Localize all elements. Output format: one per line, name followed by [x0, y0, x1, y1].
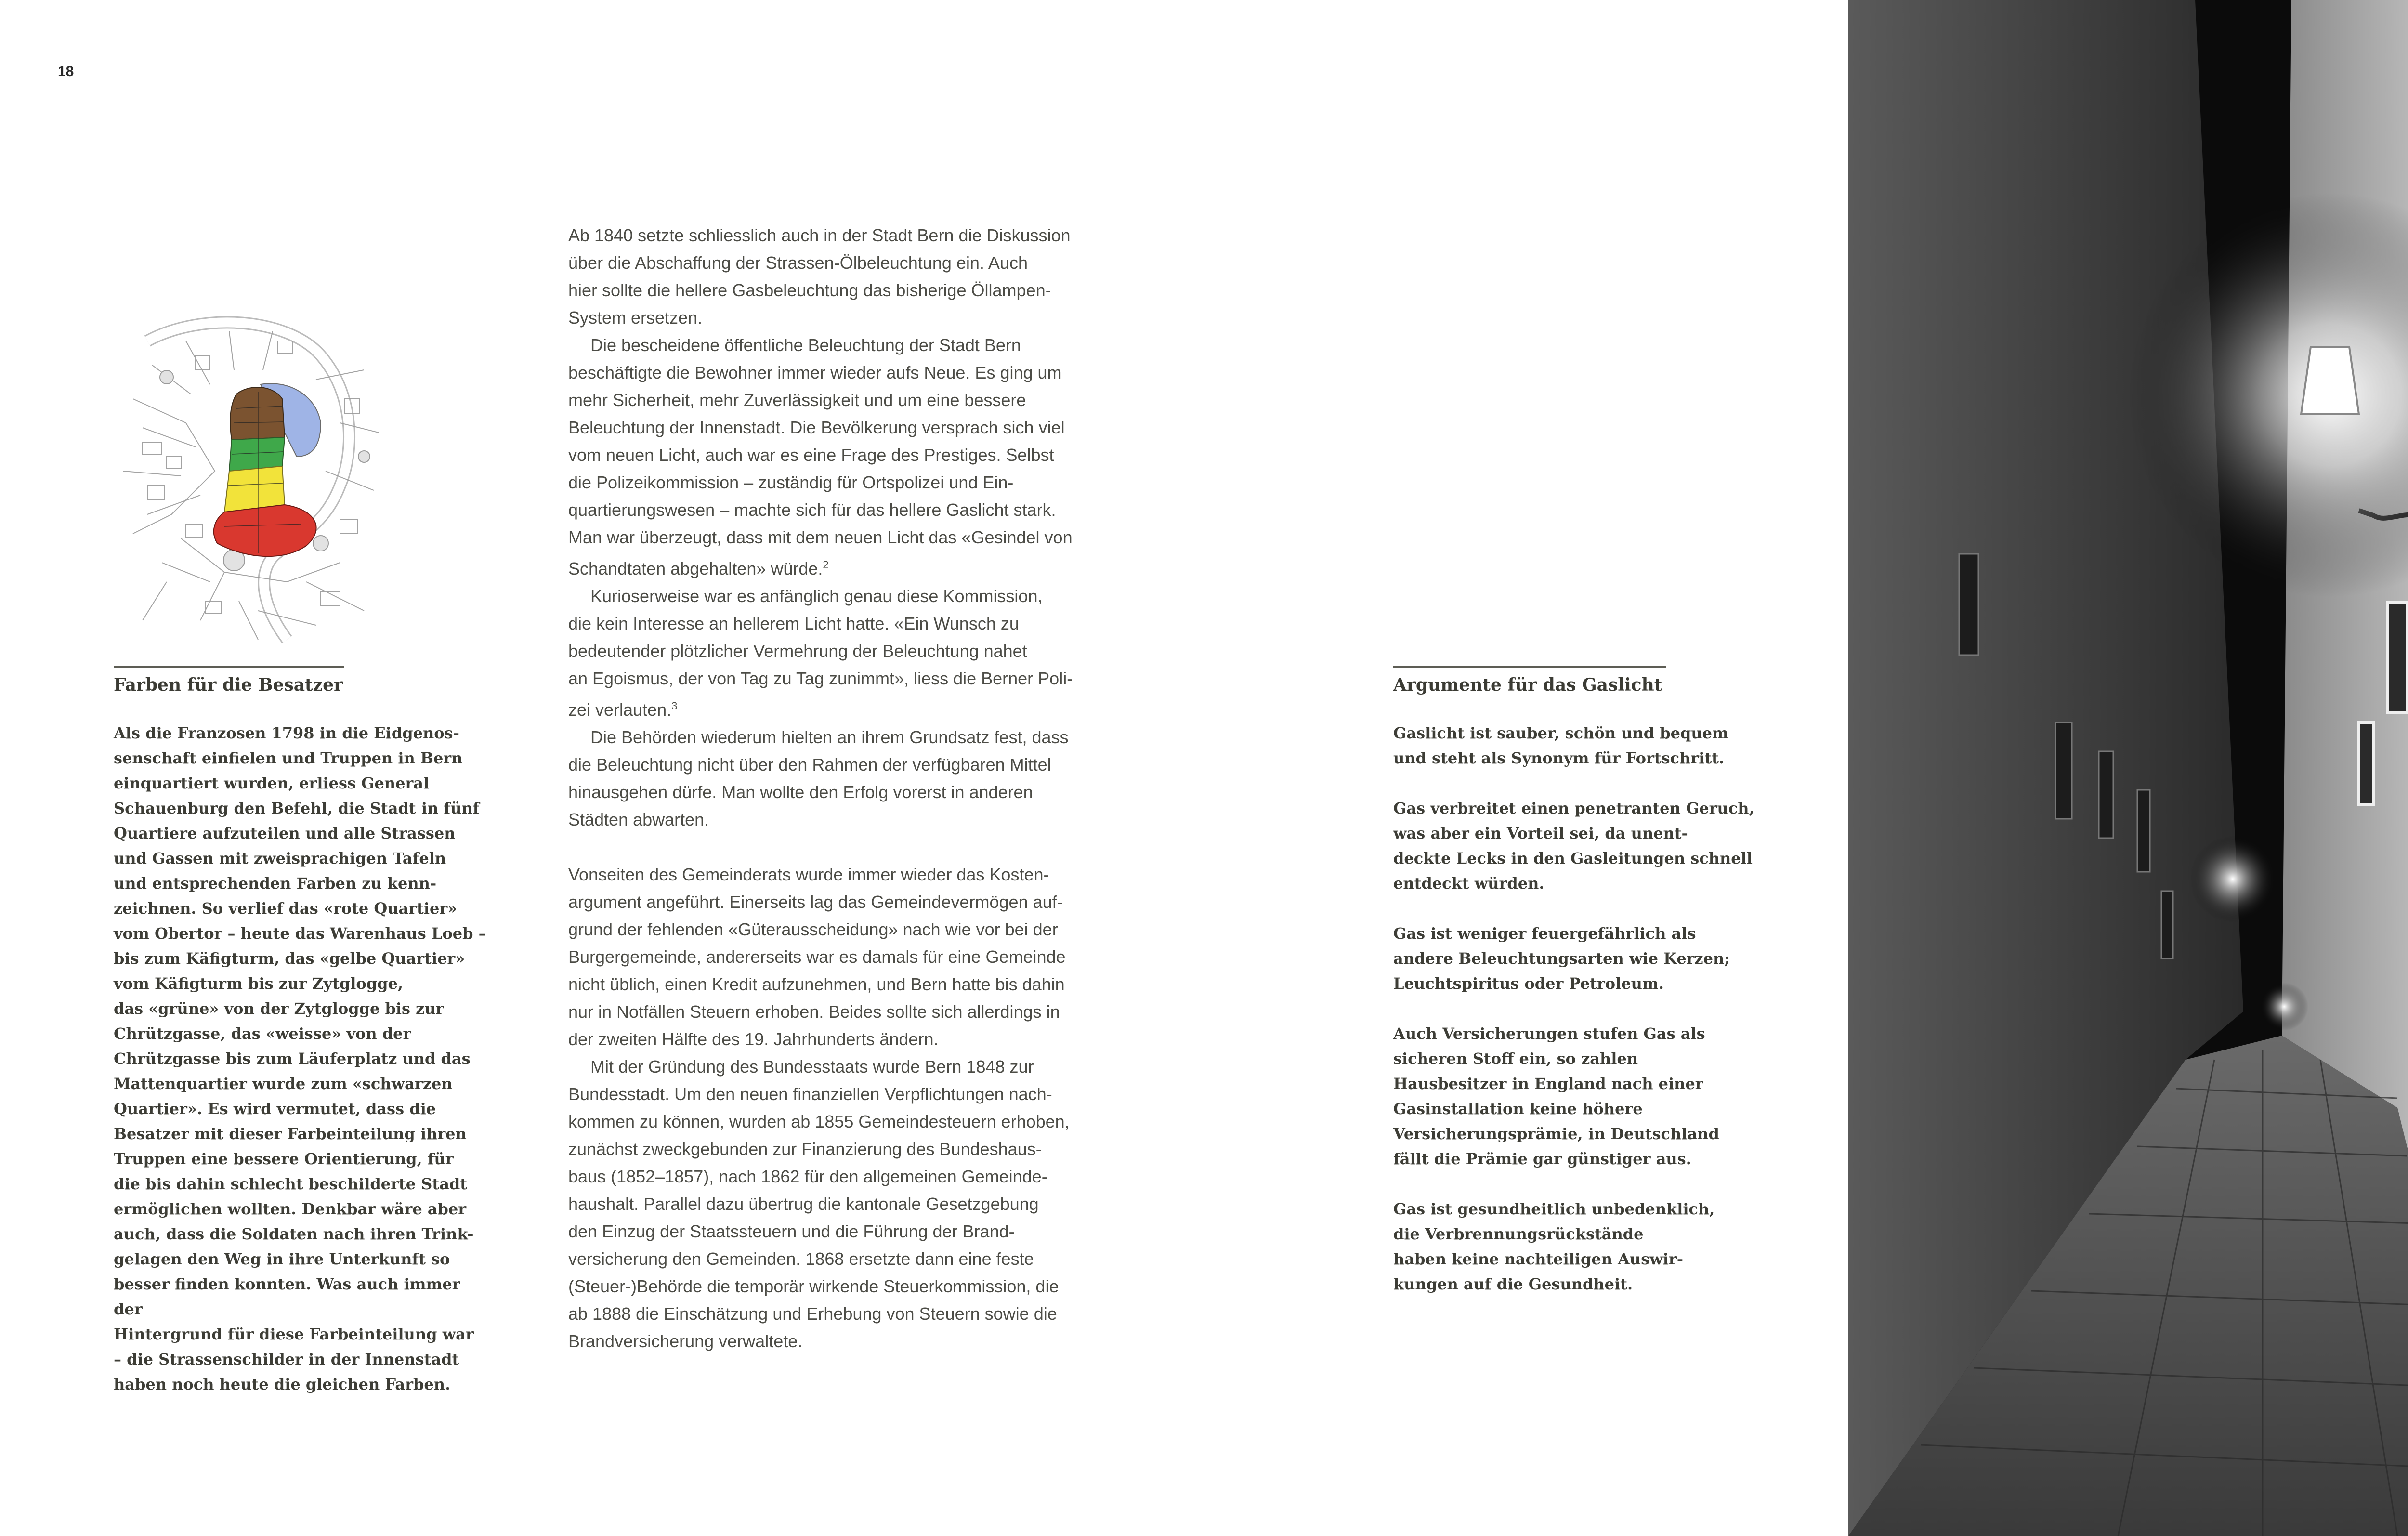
quarter-brown [230, 387, 285, 440]
paragraph-2 [568, 331, 1112, 582]
page-number: 18 [58, 64, 74, 79]
main-text [568, 222, 1112, 1355]
left-heading: Farben für die Besatzer [114, 666, 344, 695]
paragraph-5: Vonseiten des Gemeinderats wurde immer wieder das Kosten- argument angeführt. Einerseits lag das Gemeindevermögen auf- grund der fehlenden «Güterausscheidung» nach wie vor bei der Burgergemeinde, andererseits war es damals für eine Gemeinde nicht üblich, einen Kredit aufzunehmen, und Bern hatte bis dahin nur in Notfällen Steuern erhoben. Beides sollte sich allerdings in der zweiten Hälfte des 19. Jahrhunderts ändern. [568, 865, 1066, 1049]
argument-4: Auch Versicherungen stufen Gas als sicheren Stoff ein, so zahlen Hausbesitzer in England nach einer Gasinstallation keine höhere Versicherungsprämie, in Deutschland fällt die Prämie gar günstiger aus. [1393, 1024, 1719, 1168]
argument-5: Gas ist gesundheitlich unbedenklich, die Verbrennungsrückstände haben keine nachteiligen Auswir- kungen auf die Gesundheit. [1393, 1200, 1715, 1293]
right-heading: Argumente für das Gaslicht [1393, 666, 1666, 695]
left-sidebar-text [114, 721, 494, 1397]
paragraph-3 [568, 582, 1112, 723]
paragraph-6: Mit der Gründung des Bundesstaats wurde Bern 1848 zur Bundesstadt. Um den neuen finanziellen Verpflichtungen nach- kommen zu können, wurden ab 1855 Gemeindesteuern erhoben, zunächst zweckgebunden zur Finanzierung des Bundeshaus- baus (1852–1857), nach 1862 für den allgemeinen Gemeinde- haushalt. Parallel dazu übertrug die kantonale Gesetzgebung den Einzug der Staatssteuern und die Führung der Brand- versicherung den Gemeinden. 1868 ersetzte dann eine feste (Steuer-)Behörde die temporär wirkende Steuerkommission, die ab 1888 die Einschätzung und Erhebung von Steuern sowie die Brandversicherung verwaltete. [568, 1057, 1070, 1351]
quarter-red [214, 505, 316, 556]
argument-2: Gas verbreitet einen penetranten Geruch, was aber ein Vorteil sei, da unent- deckte Lecks in den Gasleitungen schnell entdeckt würden. [1393, 799, 1754, 893]
paragraph-3-text: Kurioserweise war es anfänglich genau diese Kommission, die kein Interesse an hellerem Licht hatte. «Ein Wunsch zu bedeutender plötzlicher Vermehrung der Beleuchtung nahet an Egoismus, der von Tag zu Tag zunimmt», liess die Berner Poli- zei verlauten. [568, 586, 1073, 720]
footnote-2: 2 [823, 559, 829, 571]
paragraph-2-text: Die bescheidene öffentliche Beleuchtung der Stadt Bern beschäftigte die Bewohner immer wieder aufs Neue. Es ging um mehr Sicherheit, mehr Zuverlässigkeit und um eine bessere Beleuchtung der Innenstadt. Die Bevölkerung versprach sich viel vom neuen Licht, auch war es eine Frage des Prestiges. Selbst die Polizeikommission – zuständig für Ortspolizei und Ein- quartierungswesen – machte sich für das hellere Gaslicht stark. Man war überzeugt, dass mit dem neuen Licht das «Gesindel von Schandtaten abgehalten» würde. [568, 335, 1073, 578]
right-sidebar-text [1393, 721, 1779, 1322]
bern-quarters-map [114, 312, 383, 644]
footnote-3: 3 [671, 700, 678, 712]
paragraph-4: Die Behörden wiederum hielten an ihrem Grundsatz fest, dass die Beleuchtung nicht über den Rahmen der verfügbaren Mittel hinausgehen dürfe. Man wollte den Erfolg vorerst in anderen Städten abwarten. [568, 727, 1069, 829]
night-alley-photo [1848, 0, 2408, 1536]
quarter-yellow [224, 466, 285, 512]
argument-3: Gas ist weniger feuergefährlich als andere Beleuchtungsarten wie Kerzen; Leuchtspiritus oder Petroleum. [1393, 924, 1730, 993]
argument-1: Gaslicht ist sauber, schön und bequem und steht als Synonym für Fortschritt. [1393, 724, 1728, 767]
paragraph-gap [568, 833, 1112, 861]
paragraph-1: Ab 1840 setzte schliesslich auch in der Stadt Bern die Diskussion über die Abschaffung der Strassen-Ölbeleuchtung ein. Auch hier sollte die hellere Gasbeleuchtung das bisherige Öllampen- System ersetzen. [568, 225, 1071, 328]
left-paragraph: Als die Franzosen 1798 in die Eidgenos- senschaft einfielen und Truppen in Bern einquartiert wurden, erliess General Schauenburg den Befehl, die Stadt in fünf Quartiere aufzuteilen und alle Strassen und Gassen mit zweisprachigen Tafeln und entsprechenden Farben zu kenn- zeichnen. So verlief das «rote Quartier» vom Obertor – heute das Warenhaus Loeb – bis zum Käfigturm, das «gelbe Quartier» vom Käfigturm bis zur Zytglogge, das «grüne» von der Zytglogge bis zur Chrützgasse, das «weisse» von der Chrützgasse bis zum Läuferplatz und das Mattenquartier wurde zum «schwarzen Quartier». Es wird vermutet, dass die Besatzer mit dieser Farbeinteilung ihren Truppen eine bessere Orientierung, für die bis dahin schlecht beschilderte Stadt ermöglichen wollten. Denkbar wäre aber auch, dass die Soldaten nach ihren Trink- gelagen den Weg in ihre Unterkunft so besser finden konnten. Was auch immer der Hintergrund für diese Farbeinteilung war – die Strassenschilder in der Innenstadt haben noch heute die gleichen Farben. [114, 724, 486, 1393]
